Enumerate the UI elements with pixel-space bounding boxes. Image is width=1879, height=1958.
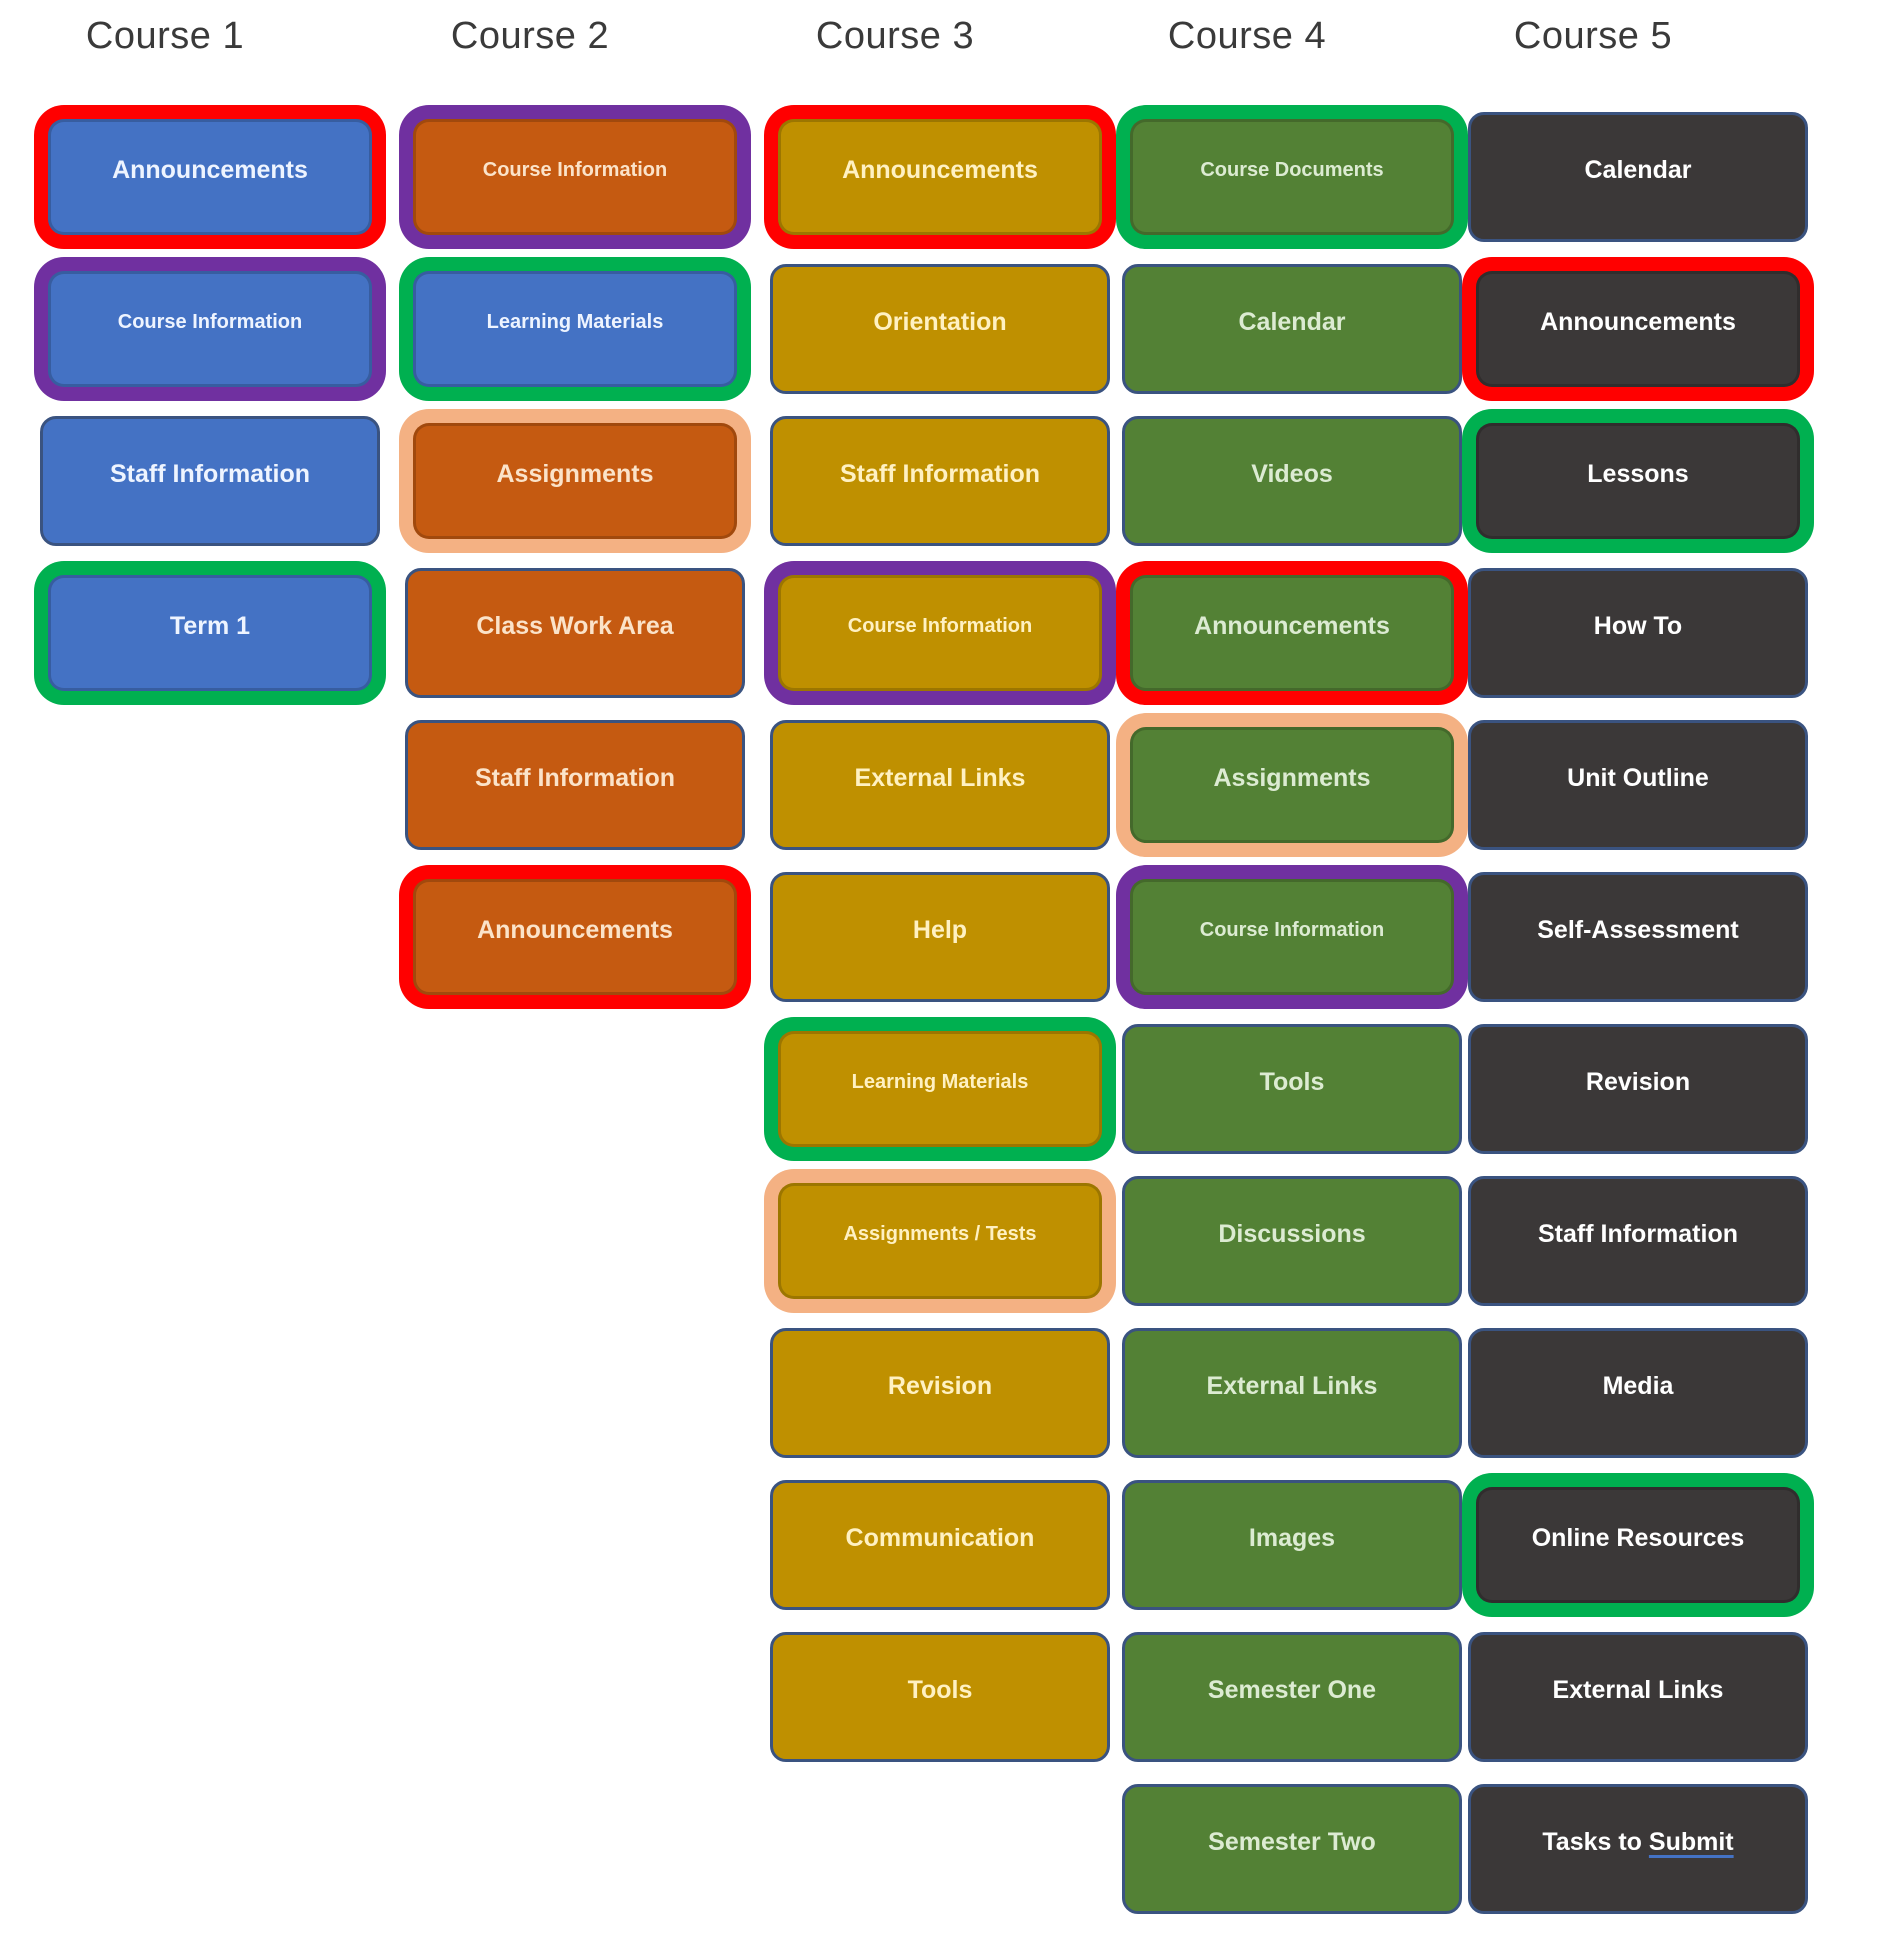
menu-item-how-to[interactable]: [1468, 568, 1808, 698]
menu-item-label: External Links: [854, 763, 1026, 792]
menu-item-label: Communication: [845, 1523, 1035, 1552]
menu-item-course-information[interactable]: [48, 271, 372, 387]
menu-item-online-resources[interactable]: [1476, 1487, 1800, 1603]
menu-item-announcements[interactable]: [1130, 575, 1454, 691]
menu-item-announcements[interactable]: [1476, 271, 1800, 387]
menu-item-course-information[interactable]: [778, 575, 1102, 691]
menu-item-tools[interactable]: [1122, 1024, 1462, 1154]
menu-item-label: Online Resources: [1531, 1523, 1745, 1552]
menu-item-announcements[interactable]: [48, 119, 372, 235]
menu-item-label: Staff Information: [840, 459, 1040, 488]
menu-item-media[interactable]: [1468, 1328, 1808, 1458]
menu-item-staff-information[interactable]: [770, 416, 1110, 546]
menu-item-label: Announcements: [842, 155, 1038, 184]
menu-item-label: Tasks to: [1542, 1827, 1649, 1856]
menu-item-label: Discussions: [1218, 1219, 1366, 1248]
menu-item-course-information[interactable]: [1130, 879, 1454, 995]
menu-item-label: Revision: [887, 1371, 993, 1400]
menu-item-label: Course Information: [482, 158, 668, 181]
menu-item-label: Announcements: [1540, 307, 1736, 336]
menu-item-tasks-to-submit[interactable]: [1468, 1784, 1808, 1914]
menu-item-label: Staff Information: [110, 459, 310, 488]
menu-item-calendar[interactable]: [1122, 264, 1462, 394]
menu-item-self-assessment[interactable]: [1468, 872, 1808, 1002]
menu-item-announcements[interactable]: [778, 119, 1102, 235]
underlined-text: Submit: [1648, 1827, 1734, 1856]
menu-item-label: Assignments: [1213, 763, 1371, 792]
menu-item-label: Course Information: [117, 310, 303, 333]
menu-item-semester-one[interactable]: [1122, 1632, 1462, 1762]
menu-item-label: Assignments: [496, 459, 654, 488]
menu-item-tools[interactable]: [770, 1632, 1110, 1762]
menu-item-external-links[interactable]: [1468, 1632, 1808, 1762]
menu-item-external-links[interactable]: [770, 720, 1110, 850]
menu-item-label: Unit Outline: [1567, 763, 1709, 792]
menu-item-label: External Links: [1206, 1371, 1378, 1400]
menu-item-course-information[interactable]: [413, 119, 737, 235]
menu-item-label: Announcements: [477, 915, 673, 944]
menu-item-label: Course Information: [847, 614, 1033, 637]
menu-item-orientation[interactable]: [770, 264, 1110, 394]
menu-item-label: Announcements: [112, 155, 308, 184]
menu-item-label: Learning Materials: [486, 310, 664, 333]
menu-item-label: Semester Two: [1208, 1827, 1376, 1856]
menu-item-class-work-area[interactable]: [405, 568, 745, 698]
menu-item-label: Images: [1248, 1523, 1336, 1552]
menu-item-communication[interactable]: [770, 1480, 1110, 1610]
menu-item-revision[interactable]: [770, 1328, 1110, 1458]
menu-item-label: Help: [912, 915, 968, 944]
menu-item-label: Assignments / Tests: [843, 1222, 1037, 1245]
menu-item-label: Course Information: [1199, 918, 1385, 941]
menu-item-unit-outline[interactable]: [1468, 720, 1808, 850]
menu-item-help[interactable]: [770, 872, 1110, 1002]
menu-item-discussions[interactable]: [1122, 1176, 1462, 1306]
menu-item-label: Tools: [907, 1675, 973, 1704]
menu-item-label: Calendar: [1238, 307, 1346, 336]
column-header-course-5: Course 5: [1513, 15, 1673, 57]
column-header-course-2: Course 2: [450, 15, 610, 57]
menu-item-assignments[interactable]: [1130, 727, 1454, 843]
menu-item-staff-information[interactable]: [405, 720, 745, 850]
menu-item-assignments-tests[interactable]: [778, 1183, 1102, 1299]
menu-item-learning-materials[interactable]: [778, 1031, 1102, 1147]
menu-item-label: Staff Information: [475, 763, 675, 792]
menu-item-label: Term 1: [169, 611, 251, 640]
menu-item-label: Videos: [1251, 459, 1333, 488]
menu-item-label: Calendar: [1584, 155, 1692, 184]
menu-item-learning-materials[interactable]: [413, 271, 737, 387]
menu-item-announcements[interactable]: [413, 879, 737, 995]
menu-item-label: Class Work Area: [476, 611, 674, 640]
menu-item-calendar[interactable]: [1468, 112, 1808, 242]
menu-item-images[interactable]: [1122, 1480, 1462, 1610]
menu-item-label: Orientation: [873, 307, 1007, 336]
menu-item-label: Announcements: [1194, 611, 1390, 640]
menu-item-label: Self-Assessment: [1537, 915, 1739, 944]
menu-item-external-links[interactable]: [1122, 1328, 1462, 1458]
menu-item-assignments[interactable]: [413, 423, 737, 539]
menu-item-label: How To: [1593, 611, 1683, 640]
menu-item-label: Revision: [1585, 1067, 1691, 1096]
column-header-course-4: Course 4: [1167, 15, 1327, 57]
column-header-course-3: Course 3: [815, 15, 975, 57]
menu-item-semester-two[interactable]: [1122, 1784, 1462, 1914]
menu-item-label: Course Documents: [1200, 158, 1384, 181]
menu-item-term-1[interactable]: [48, 575, 372, 691]
menu-item-staff-information[interactable]: [1468, 1176, 1808, 1306]
menu-item-lessons[interactable]: [1476, 423, 1800, 539]
menu-item-label: Learning Materials: [851, 1070, 1029, 1093]
menu-item-videos[interactable]: [1122, 416, 1462, 546]
menu-item-course-documents[interactable]: [1130, 119, 1454, 235]
menu-item-label: Tools: [1259, 1067, 1325, 1096]
menu-item-label: Semester One: [1207, 1675, 1377, 1704]
column-header-course-1: Course 1: [85, 15, 245, 57]
menu-item-label: Lessons: [1587, 459, 1689, 488]
menu-item-revision[interactable]: [1468, 1024, 1808, 1154]
menu-item-label: External Links: [1552, 1675, 1724, 1704]
menu-item-label: Media: [1602, 1371, 1674, 1400]
menu-item-label: Staff Information: [1538, 1219, 1738, 1248]
menu-item-staff-information[interactable]: [40, 416, 380, 546]
